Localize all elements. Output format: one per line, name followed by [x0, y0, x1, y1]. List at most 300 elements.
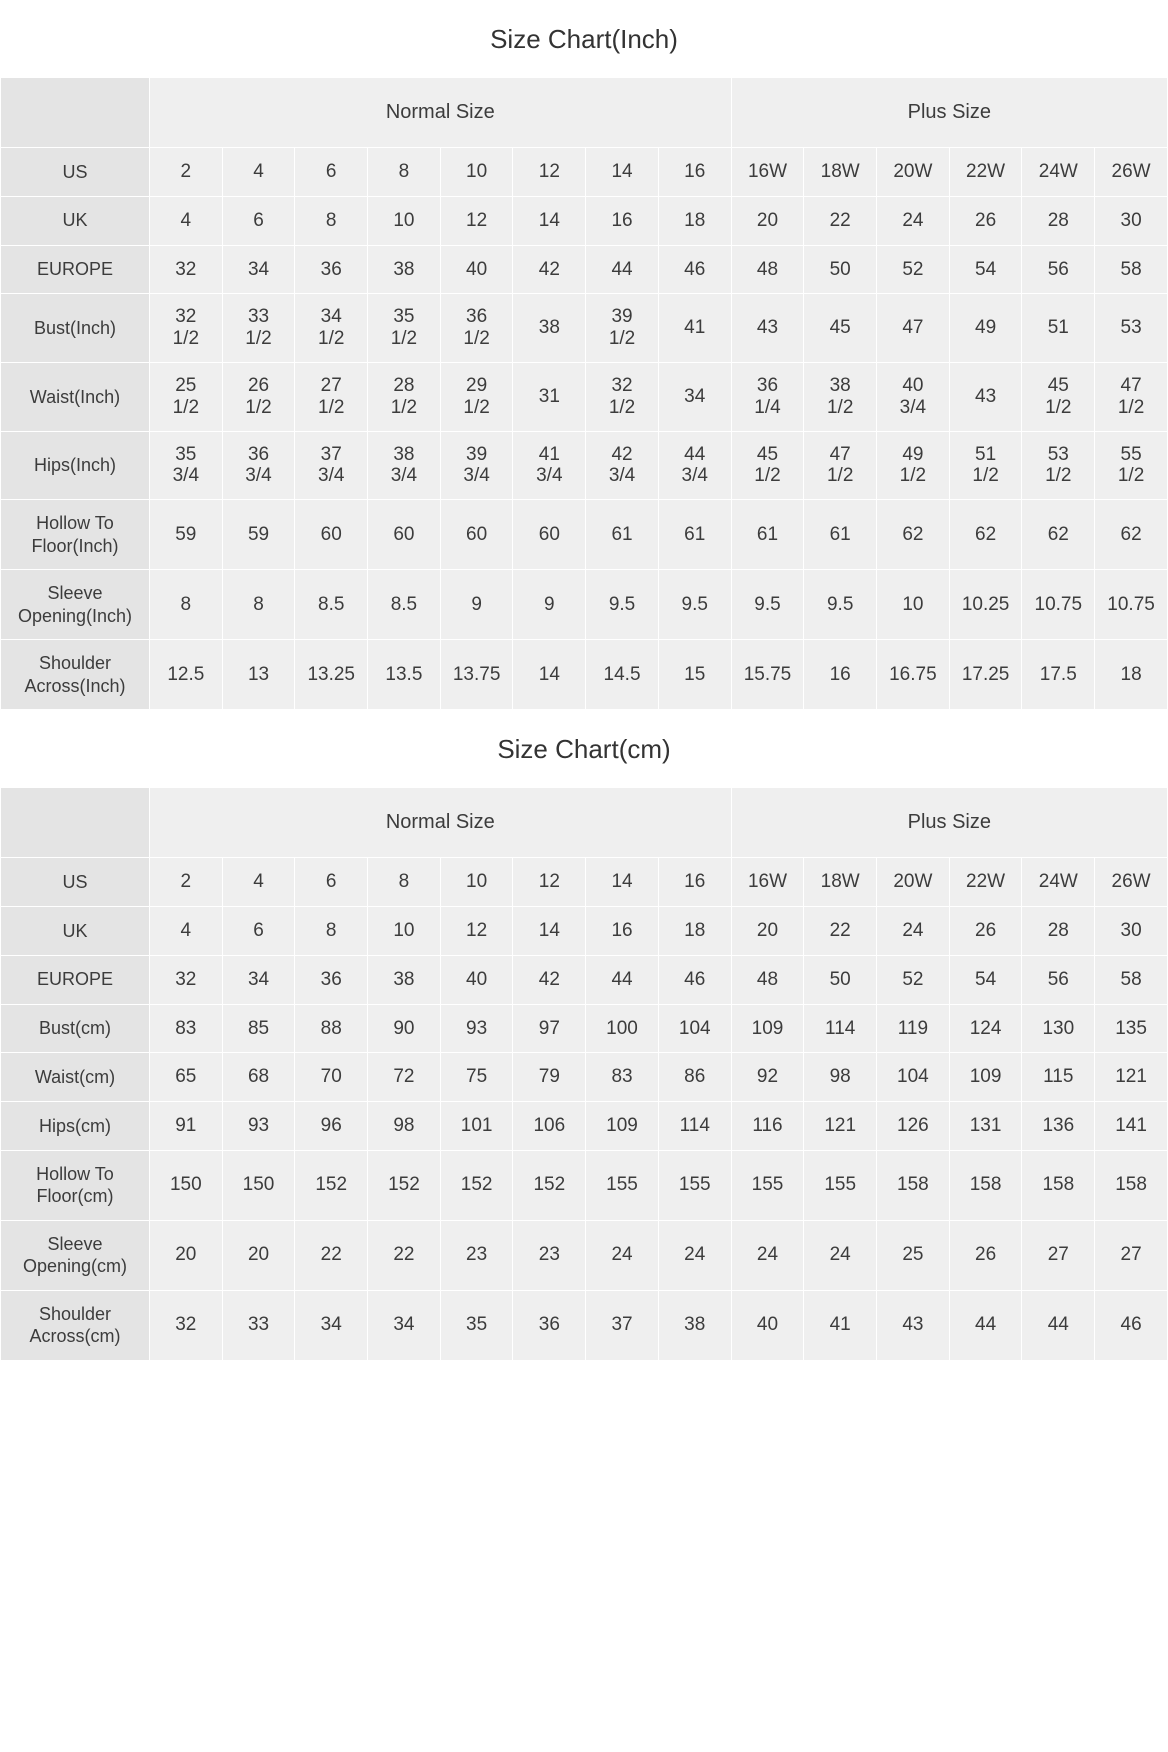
table-cell: 32 [149, 955, 222, 1004]
table-cell: 6 [295, 148, 368, 197]
group-header-cell: Plus Size [731, 78, 1167, 148]
table-cell: 16 [804, 640, 877, 710]
table-cell: 152 [513, 1150, 586, 1220]
table-cell: 86 [658, 1053, 731, 1102]
table-cell: 12 [440, 196, 513, 245]
table-cell: 38 [368, 245, 441, 294]
table-cell: 27 [1022, 1220, 1095, 1290]
row-header-cell: UK [1, 907, 150, 956]
table-cell: 91 [149, 1102, 222, 1151]
table-cell: 22 [368, 1220, 441, 1290]
table-cell: 10 [368, 907, 441, 956]
table-cell: 38 [368, 955, 441, 1004]
table-cell: 39 3/4 [440, 431, 513, 500]
table-corner-cell [1, 788, 150, 858]
row-header-cell: EUROPE [1, 955, 150, 1004]
table-cell: 34 [222, 955, 295, 1004]
table-cell: 36 [295, 245, 368, 294]
size-table [0, 787, 1168, 1361]
table-cell: 100 [586, 1004, 659, 1053]
table-cell: 13.5 [368, 640, 441, 710]
table-cell: 14 [513, 196, 586, 245]
table-cell: 61 [804, 500, 877, 570]
table-cell: 10 [368, 196, 441, 245]
table-cell: 20 [731, 196, 804, 245]
table-row [1, 907, 1168, 956]
table-row [1, 640, 1168, 710]
table-cell: 61 [731, 500, 804, 570]
row-header-cell: Hollow To Floor(cm) [1, 1150, 150, 1220]
table-cell: 109 [586, 1102, 659, 1151]
table-cell: 54 [949, 245, 1022, 294]
table-cell: 104 [877, 1053, 950, 1102]
table-cell: 79 [513, 1053, 586, 1102]
table-cell: 35 [440, 1290, 513, 1360]
table-cell: 9 [440, 570, 513, 640]
table-cell: 26W [1095, 858, 1168, 907]
table-cell: 4 [149, 907, 222, 956]
table-cell: 42 [513, 955, 586, 1004]
table-cell: 47 [877, 294, 950, 363]
table-row [1, 362, 1168, 431]
table-cell: 14.5 [586, 640, 659, 710]
table-cell: 30 [1095, 196, 1168, 245]
table-cell: 51 [1022, 294, 1095, 363]
row-header-cell: Bust(cm) [1, 1004, 150, 1053]
table-cell: 62 [1095, 500, 1168, 570]
table-row [1, 1290, 1168, 1360]
table-cell: 34 [658, 362, 731, 431]
table-cell: 22W [949, 858, 1022, 907]
table-cell: 96 [295, 1102, 368, 1151]
size-chart-block [0, 710, 1168, 1361]
table-cell: 93 [440, 1004, 513, 1053]
table-cell: 62 [949, 500, 1022, 570]
table-cell: 34 [295, 1290, 368, 1360]
table-cell: 52 [877, 955, 950, 1004]
table-cell: 116 [731, 1102, 804, 1151]
table-row [1, 1220, 1168, 1290]
table-row [1, 1102, 1168, 1151]
table-cell: 29 1/2 [440, 362, 513, 431]
table-cell: 10.75 [1022, 570, 1095, 640]
table-cell: 36 [513, 1290, 586, 1360]
table-cell: 33 [222, 1290, 295, 1360]
table-cell: 28 1/2 [368, 362, 441, 431]
table-cell: 51 1/2 [949, 431, 1022, 500]
table-cell: 50 [804, 955, 877, 1004]
table-cell: 36 1/2 [440, 294, 513, 363]
table-cell: 106 [513, 1102, 586, 1151]
table-cell: 109 [731, 1004, 804, 1053]
table-cell: 135 [1095, 1004, 1168, 1053]
table-cell: 97 [513, 1004, 586, 1053]
table-cell: 53 [1095, 294, 1168, 363]
table-cell: 18W [804, 148, 877, 197]
table-cell: 16 [586, 907, 659, 956]
table-cell: 27 1/2 [295, 362, 368, 431]
table-cell: 2 [149, 148, 222, 197]
table-row [1, 294, 1168, 363]
table-cell: 131 [949, 1102, 1022, 1151]
table-cell: 150 [222, 1150, 295, 1220]
table-cell: 59 [222, 500, 295, 570]
table-cell: 17.5 [1022, 640, 1095, 710]
table-cell: 43 [949, 362, 1022, 431]
table-cell: 60 [295, 500, 368, 570]
table-cell: 32 1/2 [586, 362, 659, 431]
table-cell: 114 [804, 1004, 877, 1053]
table-row [1, 1004, 1168, 1053]
table-cell: 83 [586, 1053, 659, 1102]
table-cell: 155 [586, 1150, 659, 1220]
table-cell: 60 [513, 500, 586, 570]
table-cell: 83 [149, 1004, 222, 1053]
table-cell: 13 [222, 640, 295, 710]
table-cell: 50 [804, 245, 877, 294]
table-row [1, 858, 1168, 907]
table-cell: 88 [295, 1004, 368, 1053]
table-cell: 28 [1022, 907, 1095, 956]
table-row [1, 196, 1168, 245]
table-cell: 10 [440, 148, 513, 197]
table-cell: 55 1/2 [1095, 431, 1168, 500]
table-cell: 62 [877, 500, 950, 570]
table-cell: 14 [513, 907, 586, 956]
table-cell: 48 [731, 955, 804, 1004]
table-cell: 20 [222, 1220, 295, 1290]
table-cell: 119 [877, 1004, 950, 1053]
group-header-cell: Normal Size [149, 78, 731, 148]
table-cell: 16 [658, 858, 731, 907]
table-cell: 15 [658, 640, 731, 710]
table-cell: 31 [513, 362, 586, 431]
table-cell: 12 [440, 907, 513, 956]
table-cell: 9.5 [731, 570, 804, 640]
table-cell: 68 [222, 1053, 295, 1102]
table-cell: 18 [658, 196, 731, 245]
table-cell: 24 [731, 1220, 804, 1290]
table-cell: 6 [222, 907, 295, 956]
table-cell: 8.5 [368, 570, 441, 640]
table-cell: 59 [149, 500, 222, 570]
table-cell: 36 1/4 [731, 362, 804, 431]
table-row [1, 1053, 1168, 1102]
table-cell: 44 [586, 955, 659, 1004]
table-cell: 52 [877, 245, 950, 294]
table-cell: 4 [149, 196, 222, 245]
table-cell: 4 [222, 148, 295, 197]
table-cell: 75 [440, 1053, 513, 1102]
table-cell: 8 [368, 858, 441, 907]
table-cell: 85 [222, 1004, 295, 1053]
table-cell: 44 [949, 1290, 1022, 1360]
table-corner-cell [1, 78, 150, 148]
row-header-cell: Hollow To Floor(Inch) [1, 500, 150, 570]
table-cell: 27 [1095, 1220, 1168, 1290]
row-header-cell: Sleeve Opening(cm) [1, 1220, 150, 1290]
table-cell: 34 [368, 1290, 441, 1360]
table-cell: 8 [295, 196, 368, 245]
table-cell: 10.25 [949, 570, 1022, 640]
table-cell: 152 [368, 1150, 441, 1220]
table-row [1, 955, 1168, 1004]
table-cell: 40 [731, 1290, 804, 1360]
table-cell: 10.75 [1095, 570, 1168, 640]
table-cell: 56 [1022, 955, 1095, 1004]
table-cell: 49 [949, 294, 1022, 363]
table-cell: 14 [586, 148, 659, 197]
table-cell: 20W [877, 148, 950, 197]
table-cell: 9.5 [804, 570, 877, 640]
table-cell: 109 [949, 1053, 1022, 1102]
table-cell: 45 1/2 [731, 431, 804, 500]
table-cell: 158 [1095, 1150, 1168, 1220]
table-cell: 126 [877, 1102, 950, 1151]
table-cell: 56 [1022, 245, 1095, 294]
table-cell: 136 [1022, 1102, 1095, 1151]
table-cell: 8 [149, 570, 222, 640]
table-cell: 38 [513, 294, 586, 363]
table-cell: 42 3/4 [586, 431, 659, 500]
table-cell: 158 [1022, 1150, 1095, 1220]
chart-title: Size Chart(Inch) [0, 0, 1168, 77]
table-cell: 41 [804, 1290, 877, 1360]
table-cell: 22 [804, 907, 877, 956]
table-row [1, 431, 1168, 500]
table-cell: 98 [368, 1102, 441, 1151]
table-cell: 47 1/2 [804, 431, 877, 500]
table-cell: 26 [949, 1220, 1022, 1290]
table-cell: 24 [658, 1220, 731, 1290]
table-cell: 36 [295, 955, 368, 1004]
table-cell: 58 [1095, 955, 1168, 1004]
table-cell: 121 [804, 1102, 877, 1151]
table-cell: 152 [295, 1150, 368, 1220]
table-cell: 44 [586, 245, 659, 294]
table-cell: 24 [586, 1220, 659, 1290]
table-cell: 9.5 [586, 570, 659, 640]
table-row [1, 1150, 1168, 1220]
table-cell: 24W [1022, 858, 1095, 907]
row-header-cell: Sleeve Opening(Inch) [1, 570, 150, 640]
table-cell: 90 [368, 1004, 441, 1053]
row-header-cell: Waist(Inch) [1, 362, 150, 431]
table-cell: 24 [804, 1220, 877, 1290]
table-cell: 24 [877, 907, 950, 956]
table-cell: 8.5 [295, 570, 368, 640]
group-header-cell: Normal Size [149, 788, 731, 858]
table-cell: 37 3/4 [295, 431, 368, 500]
table-cell: 130 [1022, 1004, 1095, 1053]
table-cell: 14 [586, 858, 659, 907]
table-cell: 155 [658, 1150, 731, 1220]
table-cell: 49 1/2 [877, 431, 950, 500]
group-header-row [1, 788, 1168, 858]
table-cell: 121 [1095, 1053, 1168, 1102]
table-cell: 40 3/4 [877, 362, 950, 431]
table-cell: 16.75 [877, 640, 950, 710]
table-cell: 18W [804, 858, 877, 907]
table-cell: 12 [513, 858, 586, 907]
size-chart-block [0, 0, 1168, 710]
table-cell: 22W [949, 148, 1022, 197]
table-cell: 38 3/4 [368, 431, 441, 500]
table-cell: 60 [440, 500, 513, 570]
table-cell: 16W [731, 148, 804, 197]
table-cell: 39 1/2 [586, 294, 659, 363]
row-header-cell: US [1, 148, 150, 197]
row-header-cell: Hips(Inch) [1, 431, 150, 500]
table-cell: 41 [658, 294, 731, 363]
table-cell: 20 [731, 907, 804, 956]
table-cell: 124 [949, 1004, 1022, 1053]
table-cell: 70 [295, 1053, 368, 1102]
row-header-cell: EUROPE [1, 245, 150, 294]
table-cell: 35 1/2 [368, 294, 441, 363]
table-cell: 158 [877, 1150, 950, 1220]
table-cell: 26 1/2 [222, 362, 295, 431]
table-cell: 93 [222, 1102, 295, 1151]
table-cell: 101 [440, 1102, 513, 1151]
table-cell: 4 [222, 858, 295, 907]
table-cell: 26W [1095, 148, 1168, 197]
table-cell: 36 3/4 [222, 431, 295, 500]
table-cell: 12.5 [149, 640, 222, 710]
table-cell: 13.75 [440, 640, 513, 710]
table-cell: 92 [731, 1053, 804, 1102]
table-cell: 32 [149, 245, 222, 294]
table-cell: 62 [1022, 500, 1095, 570]
row-header-cell: Shoulder Across(Inch) [1, 640, 150, 710]
row-header-cell: US [1, 858, 150, 907]
table-cell: 44 [1022, 1290, 1095, 1360]
table-cell: 2 [149, 858, 222, 907]
table-cell: 35 3/4 [149, 431, 222, 500]
table-cell: 58 [1095, 245, 1168, 294]
table-cell: 15.75 [731, 640, 804, 710]
table-cell: 26 [949, 907, 1022, 956]
table-cell: 12 [513, 148, 586, 197]
table-cell: 22 [804, 196, 877, 245]
table-cell: 42 [513, 245, 586, 294]
table-cell: 23 [513, 1220, 586, 1290]
table-cell: 45 [804, 294, 877, 363]
row-header-cell: Bust(Inch) [1, 294, 150, 363]
table-cell: 10 [877, 570, 950, 640]
table-cell: 61 [586, 500, 659, 570]
table-row [1, 570, 1168, 640]
table-cell: 34 1/2 [295, 294, 368, 363]
table-cell: 152 [440, 1150, 513, 1220]
table-cell: 155 [731, 1150, 804, 1220]
table-cell: 20 [149, 1220, 222, 1290]
table-cell: 150 [149, 1150, 222, 1220]
table-cell: 155 [804, 1150, 877, 1220]
table-cell: 104 [658, 1004, 731, 1053]
table-cell: 115 [1022, 1053, 1095, 1102]
table-cell: 26 [949, 196, 1022, 245]
table-cell: 17.25 [949, 640, 1022, 710]
table-cell: 60 [368, 500, 441, 570]
table-cell: 16 [586, 196, 659, 245]
table-cell: 16 [658, 148, 731, 197]
group-header-row [1, 78, 1168, 148]
table-cell: 32 [149, 1290, 222, 1360]
table-cell: 72 [368, 1053, 441, 1102]
size-table [0, 77, 1168, 710]
table-cell: 6 [295, 858, 368, 907]
group-header-cell: Plus Size [731, 788, 1167, 858]
table-cell: 65 [149, 1053, 222, 1102]
table-cell: 25 [877, 1220, 950, 1290]
row-header-cell: Shoulder Across(cm) [1, 1290, 150, 1360]
table-cell: 45 1/2 [1022, 362, 1095, 431]
table-cell: 8 [295, 907, 368, 956]
table-cell: 37 [586, 1290, 659, 1360]
table-cell: 41 3/4 [513, 431, 586, 500]
table-cell: 24 [877, 196, 950, 245]
row-header-cell: Hips(cm) [1, 1102, 150, 1151]
table-cell: 6 [222, 196, 295, 245]
table-cell: 24W [1022, 148, 1095, 197]
table-cell: 18 [1095, 640, 1168, 710]
table-cell: 10 [440, 858, 513, 907]
row-header-cell: UK [1, 196, 150, 245]
table-cell: 43 [731, 294, 804, 363]
table-cell: 158 [949, 1150, 1022, 1220]
table-cell: 48 [731, 245, 804, 294]
table-cell: 9 [513, 570, 586, 640]
table-cell: 61 [658, 500, 731, 570]
table-cell: 46 [658, 245, 731, 294]
table-cell: 8 [222, 570, 295, 640]
table-cell: 141 [1095, 1102, 1168, 1151]
table-cell: 40 [440, 955, 513, 1004]
table-cell: 38 1/2 [804, 362, 877, 431]
table-cell: 25 1/2 [149, 362, 222, 431]
table-cell: 16W [731, 858, 804, 907]
table-row [1, 148, 1168, 197]
table-cell: 38 [658, 1290, 731, 1360]
table-cell: 40 [440, 245, 513, 294]
table-cell: 43 [877, 1290, 950, 1360]
table-cell: 98 [804, 1053, 877, 1102]
table-cell: 23 [440, 1220, 513, 1290]
table-cell: 18 [658, 907, 731, 956]
chart-title: Size Chart(cm) [0, 710, 1168, 787]
table-cell: 9.5 [658, 570, 731, 640]
table-cell: 20W [877, 858, 950, 907]
table-row [1, 500, 1168, 570]
table-cell: 44 3/4 [658, 431, 731, 500]
table-cell: 32 1/2 [149, 294, 222, 363]
table-cell: 14 [513, 640, 586, 710]
table-cell: 47 1/2 [1095, 362, 1168, 431]
table-cell: 13.25 [295, 640, 368, 710]
table-cell: 114 [658, 1102, 731, 1151]
table-cell: 33 1/2 [222, 294, 295, 363]
table-cell: 46 [1095, 1290, 1168, 1360]
table-cell: 28 [1022, 196, 1095, 245]
table-cell: 53 1/2 [1022, 431, 1095, 500]
table-cell: 22 [295, 1220, 368, 1290]
table-cell: 34 [222, 245, 295, 294]
table-row [1, 245, 1168, 294]
table-cell: 54 [949, 955, 1022, 1004]
table-cell: 8 [368, 148, 441, 197]
row-header-cell: Waist(cm) [1, 1053, 150, 1102]
